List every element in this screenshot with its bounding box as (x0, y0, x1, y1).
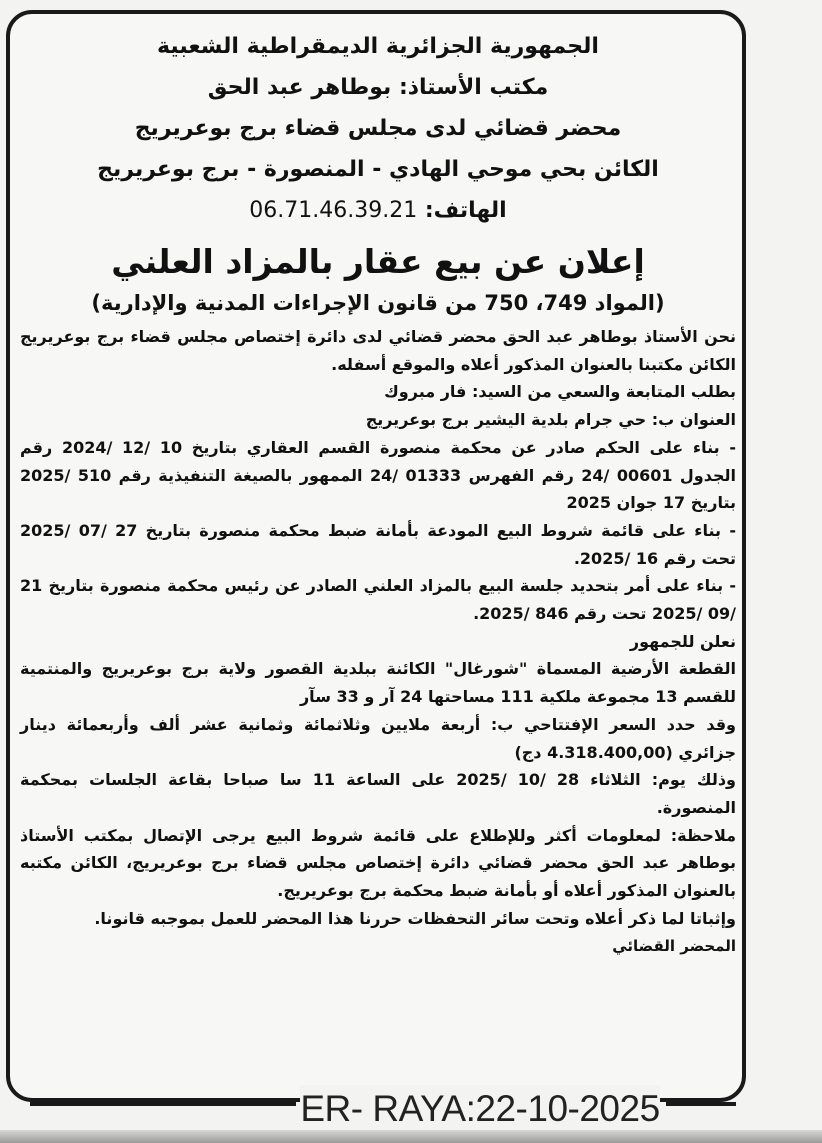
office-heading: مكتب الأستاذ: بوطاهر عبد الحق (207, 75, 549, 100)
requester-line: بطلب المتابعة والسعي من السيد: فار مبروك (384, 382, 736, 402)
republic-heading: الجمهورية الجزائرية الديمقراطية الشعبية (157, 34, 599, 59)
property-paragraph: القطعة الأرضية المسماة "شورغال" الكائنة ببلدية القصور ولاية برج بوعريريج والمنتمية للقسم 13 مجموعة ملكية 111 مساحتها 24 آر و 33 سآر (20, 659, 736, 707)
note-paragraph: ملاحظة: لمعلومات أكثر وللإطلاع على قائمة شروط البيع يرجى الإتصال بمكتب الأستاذ بوطاهر عبد الحق محضر قضائي دائرة إختصاص مجلس قضاء برج بوعريريج، الكائن مكتبه بالعنوان المذكور أعلاه أو بأمانة ضبط محكمة برج بوعريريج. (20, 825, 736, 901)
announce-heading: نعلن للجمهور (629, 631, 736, 651)
notice-subtitle: (المواد 749، 750 من قانون الإجراءات المدنية والإدارية) (91, 291, 665, 315)
phone-line (20, 190, 736, 231)
court-heading: محضر قضائي لدى مجلس قضاء برج بوعريريج (134, 116, 622, 141)
conditions-paragraph: - بناء على قائمة شروط البيع المودعة بأمانة ضبط محكمة منصورة بتاريخ 27 /07 /2025 تحت رقم 16 /2025. (20, 520, 736, 568)
address-heading: الكائن بحي موحي الهادي - المنصورة - برج بوعريريج (97, 157, 659, 182)
phone-number: 06.71.46.39.21 (249, 198, 418, 223)
price-paragraph: وقد حدد السعر الإفتتاحي ب: أربعة ملايين وثلاثمائة وثمانية عشر ألف وأربعمائة دينار جزائري (4.318.400,00 دج) (20, 714, 736, 762)
page-shadow (0, 1130, 822, 1143)
order-paragraph: - بناء على أمر بتحديد جلسة البيع بالمزاد العلني الصادر عن رئيس محكمة منصورة بتاريخ 21 /09 /2025 تحت رقم 846 /2025. (20, 576, 736, 624)
newspaper-footer: ER- RAYA:22-10-2025 (300, 1085, 660, 1133)
footer-rule-left (30, 1102, 296, 1106)
intro-paragraph: نحن الأستاذ بوطاهر عبد الحق محضر قضائي لدى دائرة إختصاص مجلس قضاء برج بوعريريج الكائن مكتبنا بالعنوان المذكور أعلاه والموقع أسفله. (20, 327, 736, 374)
signature: المحضر القضائي (612, 937, 736, 956)
footer-rule-right (666, 1102, 736, 1106)
notice-title: إعلان عن بيع عقار بالمزاد العلني (111, 242, 645, 281)
closing-paragraph: وإثباتا لما ذكر أعلاه وتحت سائر التحفظات حررنا هذا المحضر للعمل بموجبه قانونا. (94, 908, 736, 928)
notice-content (20, 26, 736, 960)
phone-label: الهاتف: (424, 198, 507, 223)
date-paragraph: وذلك يوم: الثلاثاء 28 /10 /2025 على الساعة 11 سا صباحا بقاعة الجلسات بمحكمة المنصورة. (20, 770, 736, 817)
judgment-paragraph: - بناء على الحكم صادر عن محكمة منصورة القسم العقاري بتاريخ 10 /12 /2024 رقم الجدول 00601 /24 رقم الفهرس 01333 /24 الممهور بالصيغة التنفيذية رقم 510 /2025 بتاريخ 17 جوان 2025 (20, 437, 737, 513)
requester-address: العنوان ب: حي جرام بلدية اليشير برج بوعريريج (365, 410, 736, 430)
